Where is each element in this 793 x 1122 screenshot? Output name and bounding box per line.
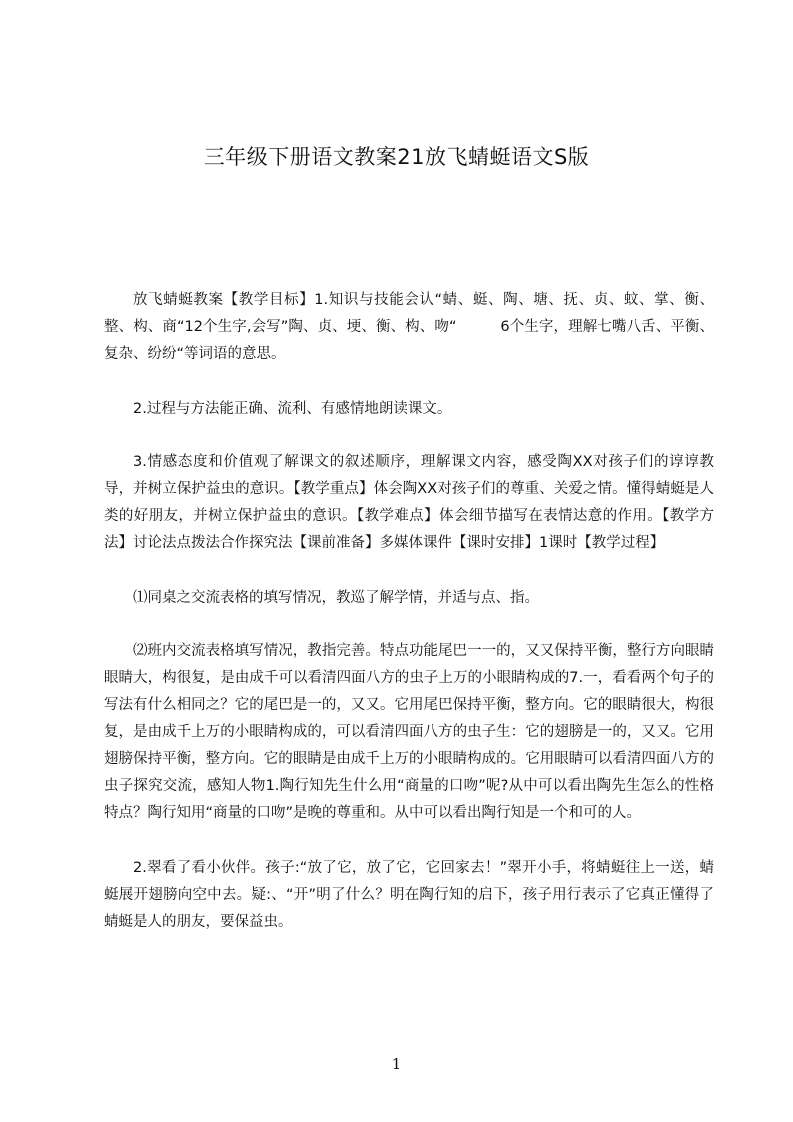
paragraph-deskmate-exchange: ⑴同桌之交流表格的填写情况，教巡了解学情，并适与点、指。 [133, 590, 539, 606]
paragraph-attitude-values: 3.情感态度和价值观了解课文的叙述顺序，理解课文内容，感受陶XX对孩子们的谆谆教导，并树立保护益虫的意识。【教学重点】体会陶XX对孩子们的尊重、关爱之情。懂得蜻蜓是人类的好朋友，并树立保护益虫的意识。【教学难点】体会细节描写在表情达意的作用。【教学方法】讨论法点拨法合作探究法【课前准备】多媒体课件【课时安排】1课时【教学过程】 [104, 454, 714, 551]
page-number: 1 [391, 1055, 402, 1073]
page-title: 三年级下册语文教案21放飞蜻蜓语文S版 [203, 145, 590, 169]
document-body [104, 287, 714, 964]
paragraph-release-dragonfly: 2.翠看了看小伙伴。孩子:“放了它，放了它，它回家去！”翠开小手，将蜻蜓往上一送，蜻蜓展开翅膀向空中去。疑:、“开”明了什么？明在陶行知的启下，孩子用行表示了它真正懂得了蜻蜓是人的朋友，要保益虫。 [104, 860, 714, 930]
paragraph-class-exchange: ⑵班内交流表格填写情况，教指完善。特点功能尾巴一一的，又又保持平衡，整行方向眼睛眼睛大，构很复，是由成千可以看清四面八方的虫子上万的小眼睛构成的7.一，看看两个句子的写法有什么相同之？它的尾巴是一的，又又。它用尾巴保持平衡，整方向。它的眼睛很大，构很复，是由成千上万的小眼睛构成的，可以看清四面八方的虫子生：它的翅膀是一的，又又。它用翅膀保持平衡，整方向。它的眼睛是由成千上万的小眼睛构成的。它用眼睛可以看清四面八方的虫子探究交流，感知人物1.陶行知先生什么用“商量的口吻”呢?从中可以看出陶先生怎么的性格特点？陶行知用“商量的口吻”是晚的尊重和。从中可以看出陶行知是一个和可的人。 [104, 643, 714, 821]
paragraph-process-method: 2.过程与方法能正确、流利、有感情地朗读课文。 [133, 401, 452, 417]
paragraph-objectives: 放飞蜻蜓教案【教学目标】1.知识与技能会认“蜻、蜓、陶、塘、抚、贞、蚊、掌、衡、整、构、商“12个生字,会写”陶、贞、埂、衡、构、吻“ 6个生字，理解七嘴八舌、平衡、复杂、纷纷“等词语的意思。 [104, 292, 714, 362]
